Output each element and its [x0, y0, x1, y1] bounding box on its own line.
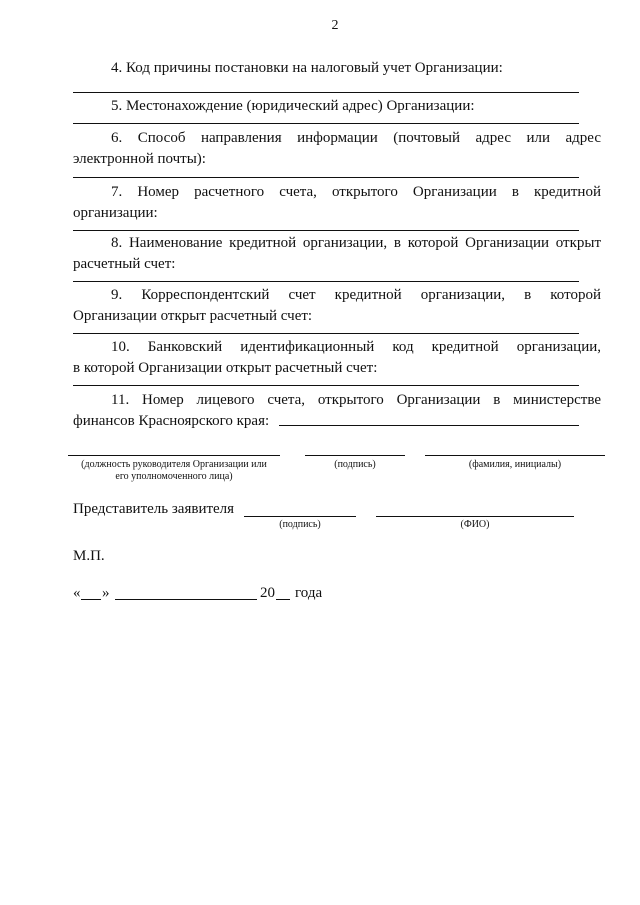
full-name-entry-line[interactable]	[425, 455, 605, 456]
page-number: 2	[331, 18, 339, 33]
position-caption-line2: его уполномоченного лица)	[115, 471, 233, 482]
item-8-label-line1: 8. Наименование кредитной организации, в которой Организации открыт	[111, 235, 601, 251]
item-7-label-line1: 7. Номер расчетного счета, открытого Организации в кредитной	[111, 184, 601, 200]
item-4-entry-line[interactable]	[73, 92, 579, 93]
item-9-label-line2: Организации открыт расчетный счет:	[73, 308, 313, 324]
date-month-line[interactable]	[115, 599, 257, 600]
item-7-entry-line[interactable]	[73, 230, 579, 231]
signature-entry-line[interactable]	[305, 455, 405, 456]
item-11-entry-line[interactable]	[279, 425, 579, 426]
item-6-label-line2: электронной почты):	[73, 151, 206, 167]
date-year-line[interactable]	[276, 599, 290, 600]
item-4-kpp	[73, 58, 601, 79]
item-8-label-line2: расчетный счет:	[73, 256, 176, 272]
item-7-label-line2: организации:	[73, 205, 158, 221]
item-5-entry-line[interactable]	[73, 123, 579, 124]
item-9-label-line1: 9. Корреспондентский счет кредитной организации, в которой	[111, 287, 601, 303]
item-9-entry-line[interactable]	[73, 333, 579, 334]
item-11-label-line2: финансов Красноярского края:	[73, 413, 270, 429]
item-10-bik	[73, 337, 601, 379]
date-day-line[interactable]	[81, 599, 101, 600]
representative-signature-caption: (подпись)	[279, 519, 321, 530]
item-10-label-line2: в которой Организации открыт расчетный счет:	[73, 360, 378, 376]
item-5-label: 5. Местонахождение (юридический адрес) Организации:	[111, 98, 475, 114]
item-4-label: 4. Код причины постановки на налоговый учет Организации:	[111, 60, 503, 76]
item-9-corr-account	[73, 285, 601, 327]
full-name-caption: (фамилия, инициалы)	[468, 459, 562, 470]
item-6-entry-line[interactable]	[73, 177, 579, 178]
representative-fio-line[interactable]	[376, 516, 574, 517]
stamp-place-label: М.П.	[73, 548, 105, 564]
item-7-account-number	[73, 182, 601, 224]
item-6-label-line1: 6. Способ направления информации (почтовый адрес или адрес	[111, 130, 601, 146]
representative-fio-caption: (ФИО)	[460, 519, 490, 530]
item-8-entry-line[interactable]	[73, 281, 579, 282]
position-entry-line[interactable]	[68, 455, 280, 456]
item-11-label-line1: 11. Номер лицевого счета, открытого Организации в министерстве	[111, 392, 601, 408]
position-caption-line1: (должность руководителя Организации или	[81, 459, 267, 470]
representative-label: Представитель заявителя	[73, 501, 235, 517]
position-caption	[60, 459, 288, 483]
item-8-bank-name	[73, 233, 601, 275]
item-6-info-method	[73, 128, 601, 170]
representative-signature-line[interactable]	[244, 516, 356, 517]
item-10-entry-line[interactable]	[73, 385, 579, 386]
date-year-word: года	[295, 585, 323, 601]
item-10-label-line1: 10. Банковский идентификационный код кредитной организации,	[111, 339, 601, 355]
signature-caption: (подпись)	[334, 459, 376, 470]
date-close-quote: »	[102, 585, 110, 601]
date-year-prefix: 20	[260, 585, 275, 601]
date-open-quote: «	[73, 585, 81, 601]
item-5-address	[73, 96, 601, 117]
